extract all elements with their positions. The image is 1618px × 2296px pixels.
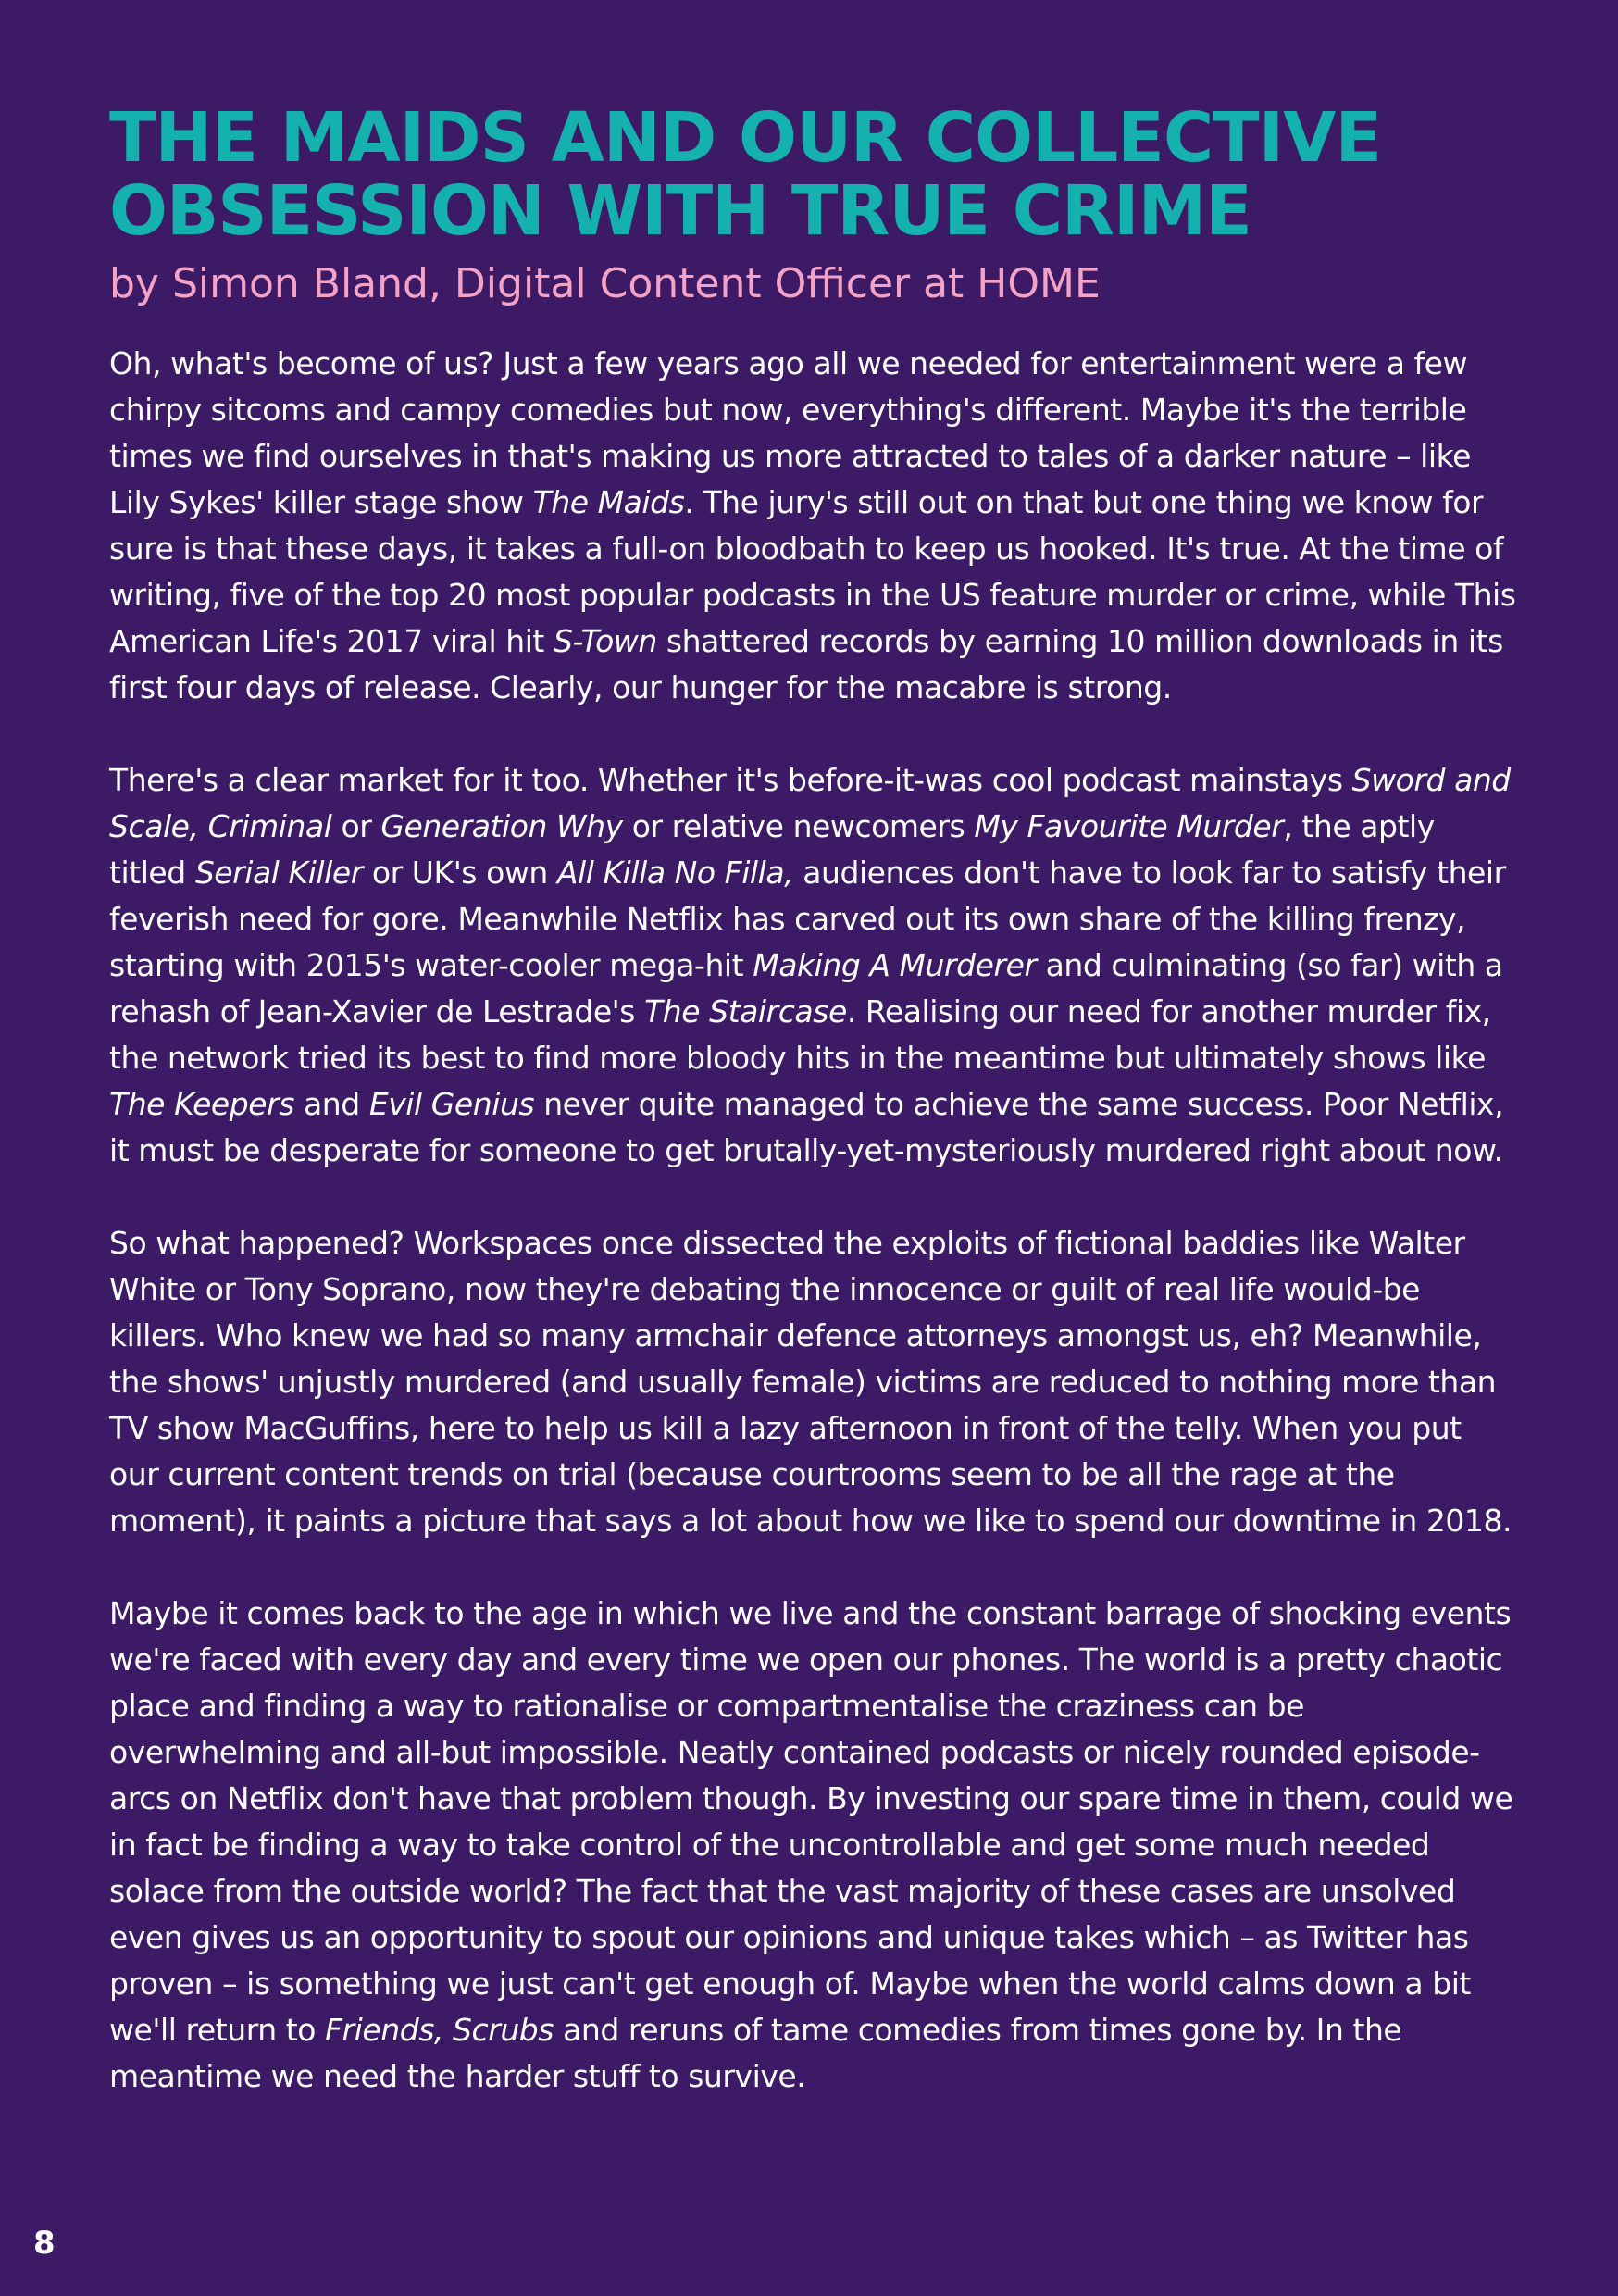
paragraph-text: or UK's own bbox=[362, 855, 557, 891]
paragraph-4 bbox=[109, 1591, 1516, 2100]
italic-title-text: The Maids bbox=[532, 484, 685, 520]
italic-title-text: Sword and Scale, Criminal bbox=[109, 762, 1511, 844]
title-line-2: OBSESSION WITH TRUE CRIME bbox=[109, 171, 1251, 251]
paragraph-text: , the aptly titled bbox=[109, 808, 1435, 891]
paragraph-text: . Realising our need for another murder fix, the network tried its best to find more bloody hits in the meantime but ultimately shows like bbox=[109, 993, 1491, 1076]
paragraph-text: and culminating (so far) with a rehash of Jean-Xavier de Lestrade's bbox=[109, 947, 1503, 1029]
italic-title-text: Friends, Scrubs bbox=[325, 2012, 554, 2048]
article bbox=[109, 98, 1516, 2100]
title-line-1: THE MAIDS AND OUR COLLECTIVE bbox=[109, 98, 1381, 178]
italic-title-text: The Keepers bbox=[109, 1086, 294, 1122]
paragraph-2 bbox=[109, 757, 1516, 1174]
italic-title-text: All Killa No Filla, bbox=[556, 855, 794, 891]
italic-title-text: My Favourite Murder bbox=[974, 808, 1284, 844]
paragraph-text: or relative newcomers bbox=[622, 808, 975, 844]
article-byline: by Simon Bland, Digital Content Officer at HOME bbox=[109, 260, 1101, 307]
paragraph-text: audiences don't have to look far to satisfy their feverish need for gore. Meanwhile Netflix has carved out its own share of the killing frenzy, starting with 2015's water-cooler mega-hit bbox=[109, 855, 1506, 983]
article-body bbox=[109, 341, 1516, 2100]
paragraph-1 bbox=[109, 341, 1516, 711]
paragraph-text: shattered records by earning 10 million downloads in its first four days of release. Clearly, our hunger for the macabre is strong. bbox=[109, 623, 1503, 705]
page-number: 8 bbox=[33, 2225, 56, 2262]
italic-title-text: Evil Genius bbox=[368, 1086, 535, 1122]
paragraph-text: So what happened? Workspaces once dissected the exploits of fictional baddies like Walter White or Tony Soprano, now they're debating the innocence or guilt of real life would-be killers. Who knew we had so many armchair defence attorneys amongst us, eh? Meanwhile, the shows' unjustly murdered (and usually female) victims are reduced to nothing more than TV show MacGuffins, here to help us kill a lazy afternoon in front of the telly. When you put our current content trends on trial (because courtrooms seem to be all the rage at the moment), it paints a picture that says a lot about how we like to spend our downtime in 2018. bbox=[109, 1225, 1512, 1539]
paragraph-text: Maybe it comes back to the age in which we live and the constant barrage of shocking events we're faced with every day and every time we open our phones. The world is a pretty chaotic place and finding a way to rationalise or compartmentalise the craziness can be overwhelming and all-but impossible. Neatly contained podcasts or nicely rounded episode-arcs on Netflix don't have that problem though. By investing our spare time in them, could we in fact be finding a way to take control of the uncontrollable and get some much needed solace from the outside world? The fact that the vast majority of these cases are unsolved even gives us an opportunity to spout our opinions and unique takes which – as Twitter has proven – is something we just can't get enough of. Maybe when the world calms down a bit we'll return to bbox=[109, 1595, 1513, 2048]
italic-title-text: The Staircase bbox=[644, 993, 847, 1029]
paragraph-text: There's a clear market for it too. Whether it's before-it-was cool podcast mainstays bbox=[109, 762, 1352, 798]
italic-title-text: Generation Why bbox=[380, 808, 623, 844]
paragraph-text: Oh, what's become of us? Just a few years ago all we needed for entertainment were a few chirpy sitcoms and campy comedies but now, everything's different. Maybe it's the terrible times we find ourselves in that's making us more attracted to tales of a darker nature – like Lily Sykes' killer stage show bbox=[109, 345, 1471, 520]
paragraph-text: or bbox=[331, 808, 381, 844]
paragraph-text: . The jury's still out on that but one thing we know for sure is that these days, it takes a full-on bloodbath to keep us hooked. It's true. At the time of writing, five of the top 20 most popular podcasts in the US feature murder or crime, while This American Life's 2017 viral hit bbox=[109, 484, 1516, 659]
paragraph-text: and bbox=[294, 1086, 369, 1122]
italic-title-text: Serial Killer bbox=[194, 855, 363, 891]
paragraph-text: never quite managed to achieve the same success. Poor Netflix, it must be desperate for someone to get brutally-yet-mysteriously murdered right about now. bbox=[109, 1086, 1504, 1168]
italic-title-text: S-Town bbox=[553, 623, 657, 659]
article-title bbox=[109, 98, 1516, 251]
paragraph-text: and reruns of tame comedies from times gone by. In the meantime we need the harder stuff to survive. bbox=[109, 2012, 1402, 2094]
paragraph-3 bbox=[109, 1220, 1516, 1544]
italic-title-text: Making A Murderer bbox=[753, 947, 1037, 983]
